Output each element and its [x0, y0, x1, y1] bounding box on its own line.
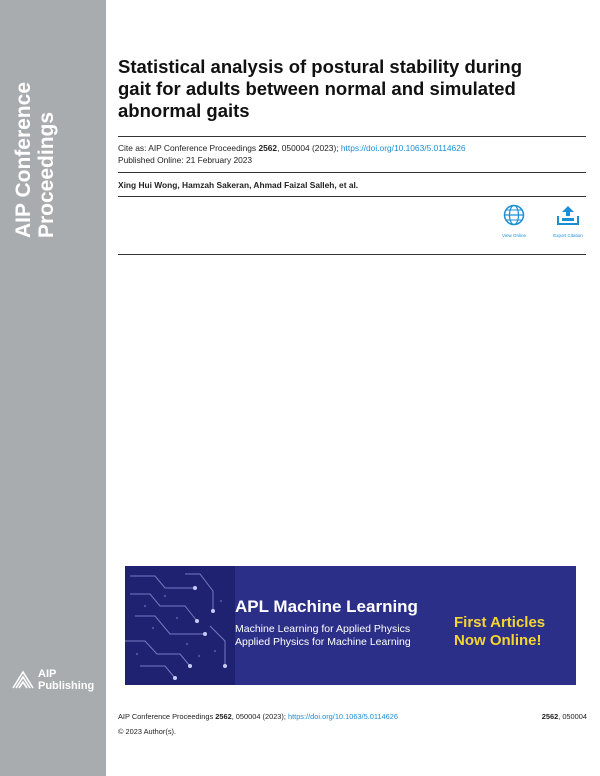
- journal-title: [12, 18, 58, 238]
- cite-prefix: Cite as: AIP Conference Proceedings: [118, 143, 259, 153]
- copyright: © 2023 Author(s).: [118, 727, 177, 736]
- view-online-button[interactable]: [492, 204, 536, 238]
- published-date: Published Online: 21 February 2023: [118, 155, 253, 165]
- banner-cta: [454, 614, 545, 650]
- doi-link[interactable]: https://doi.org/10.1063/5.0114626: [340, 143, 466, 153]
- banner-subtitle-line2: Applied Physics for Machine Learning: [235, 636, 411, 648]
- footer-page-volume: 2562: [541, 712, 559, 721]
- publisher-name-line2: Publishing: [38, 680, 95, 692]
- journal-ad-banner[interactable]: [125, 566, 576, 685]
- cite-volume: 2562: [258, 143, 278, 153]
- footer-cite-rest: , 050004 (2023);: [231, 712, 288, 721]
- export-citation-label: Export Citation: [553, 233, 583, 238]
- publisher-name-line1: AIP: [38, 668, 57, 680]
- journal-title-line2: Proceedings: [35, 111, 58, 238]
- footer-cite-prefix: AIP Conference Proceedings: [118, 712, 216, 721]
- divider: [118, 196, 586, 197]
- banner-title: APL Machine Learning: [235, 597, 418, 616]
- footer-citation: [118, 712, 398, 721]
- publisher-logo[interactable]: [12, 668, 102, 696]
- footer-cite-volume: 2562: [215, 712, 232, 721]
- cite-rest: , 050004 (2023);: [277, 143, 341, 153]
- banner-subtitle-line1: Machine Learning for Applied Physics: [235, 623, 411, 635]
- banner-cta-line1: First Articles: [454, 614, 546, 631]
- export-citation-button[interactable]: [546, 204, 590, 238]
- aip-logo-icon: [12, 670, 34, 690]
- journal-sidebar: [0, 0, 106, 776]
- divider: [118, 172, 586, 173]
- article-title: Statistical analysis of postural stability during gait for adults between normal and simulated abnormal gaits: [118, 56, 523, 121]
- citation: [118, 143, 586, 154]
- divider: [118, 136, 586, 137]
- authors[interactable]: Xing Hui Wong, Hamzah Sakeran, Ahmad Faizal Salleh, et al.: [118, 180, 359, 190]
- footer-page-number: [542, 712, 587, 721]
- circuit-pattern-graphic: [125, 566, 235, 685]
- footer-page-article: , 050004: [558, 712, 587, 721]
- journal-title-line1: AIP Conference: [12, 82, 35, 238]
- banner-subtitle: [235, 623, 411, 649]
- globe-icon: [503, 204, 525, 226]
- view-online-label: View Online: [502, 233, 526, 238]
- footer-doi-link[interactable]: https://doi.org/10.1063/5.0114626: [287, 712, 398, 721]
- export-icon: [556, 204, 580, 226]
- banner-cta-line2: Now Online!: [454, 632, 542, 649]
- divider: [118, 254, 586, 255]
